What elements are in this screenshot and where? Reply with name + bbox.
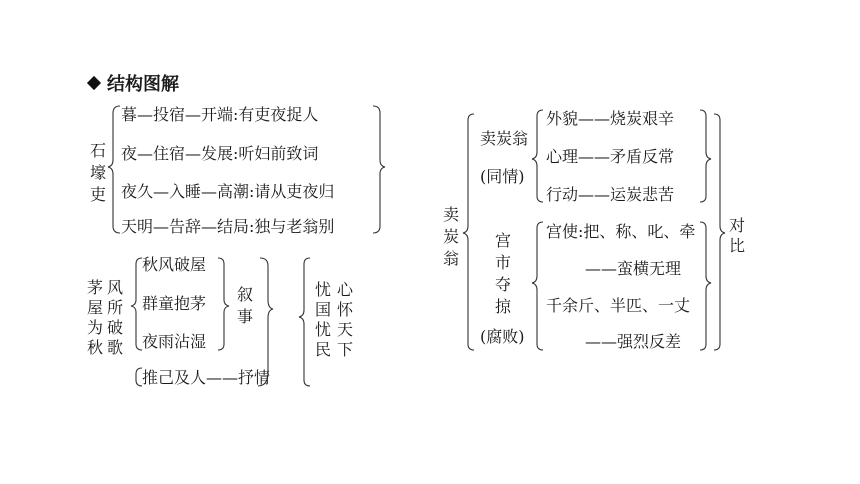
group2-row-3: 千余斤、半匹、一丈 xyxy=(546,296,691,315)
poem-maitanweng: 卖炭翁 xyxy=(442,205,459,268)
brace-narrate-right xyxy=(258,258,273,386)
brace-group2-left xyxy=(532,222,543,350)
shihaoli-row-2: 夜—住宿—发展:听妇前致词 xyxy=(121,144,319,163)
brace-group2-right xyxy=(700,222,711,350)
shihaoli-row-1: 暮—投宿—开端:有吏夜捉人 xyxy=(121,105,319,124)
maowu-scene-3: 夜雨沾湿 xyxy=(142,332,207,351)
maowu-scene-2: 群童抱茅 xyxy=(142,294,207,313)
group2-label: 宫市夺掠 xyxy=(494,231,511,316)
maowu-lyric-row: 推己及人——抒情 xyxy=(142,368,271,387)
brace-maitan-outer-left xyxy=(463,114,474,350)
maowu-theme-col2: 心怀天下 xyxy=(336,280,353,359)
brace-scenes-left xyxy=(131,258,142,350)
group1-sub: (同情) xyxy=(480,167,525,186)
brace-shihaoli-left xyxy=(108,106,120,233)
brace-group1-right xyxy=(700,110,711,202)
group1-row-3: 行动——运炭悲苦 xyxy=(546,185,675,204)
group2-row-4: ——强烈反差 xyxy=(585,332,682,351)
poem-maowu-col2: 风所破歌 xyxy=(106,278,123,357)
group1-label: 卖炭翁 xyxy=(480,129,529,148)
group1-row-1: 外貌——烧炭艰辛 xyxy=(546,109,675,128)
group1-row-2: 心理——矛盾反常 xyxy=(546,147,675,166)
shihaoli-row-3: 夜久—入睡—高潮:请从吏夜归 xyxy=(121,182,335,201)
maowu-narrate: 叙事 xyxy=(236,285,253,326)
brace-group1-left xyxy=(532,110,543,202)
group2-row-2: ——蛮横无理 xyxy=(585,259,682,278)
poem-shihaoli: 石壕吏 xyxy=(89,141,106,204)
brace-scenes-right xyxy=(218,258,229,350)
group2-row-1: 宫使:把、称、叱、牵 xyxy=(546,222,696,241)
contrast-label: 对比 xyxy=(728,216,745,255)
maowu-scene-1: 秋风破屋 xyxy=(142,255,207,274)
section-title-text: 结构图解 xyxy=(107,74,179,95)
poem-maowu-col1: 茅屋为秋 xyxy=(86,278,103,357)
brace-theme-left xyxy=(299,258,310,386)
maowu-theme-col1: 忧国忧民 xyxy=(314,280,331,359)
shihaoli-row-4: 天明—告辞—结局:独与老翁别 xyxy=(121,217,335,236)
group2-sub: (腐败) xyxy=(480,327,525,346)
brace-shihaoli-right xyxy=(373,106,385,233)
brace-contrast xyxy=(714,114,725,350)
